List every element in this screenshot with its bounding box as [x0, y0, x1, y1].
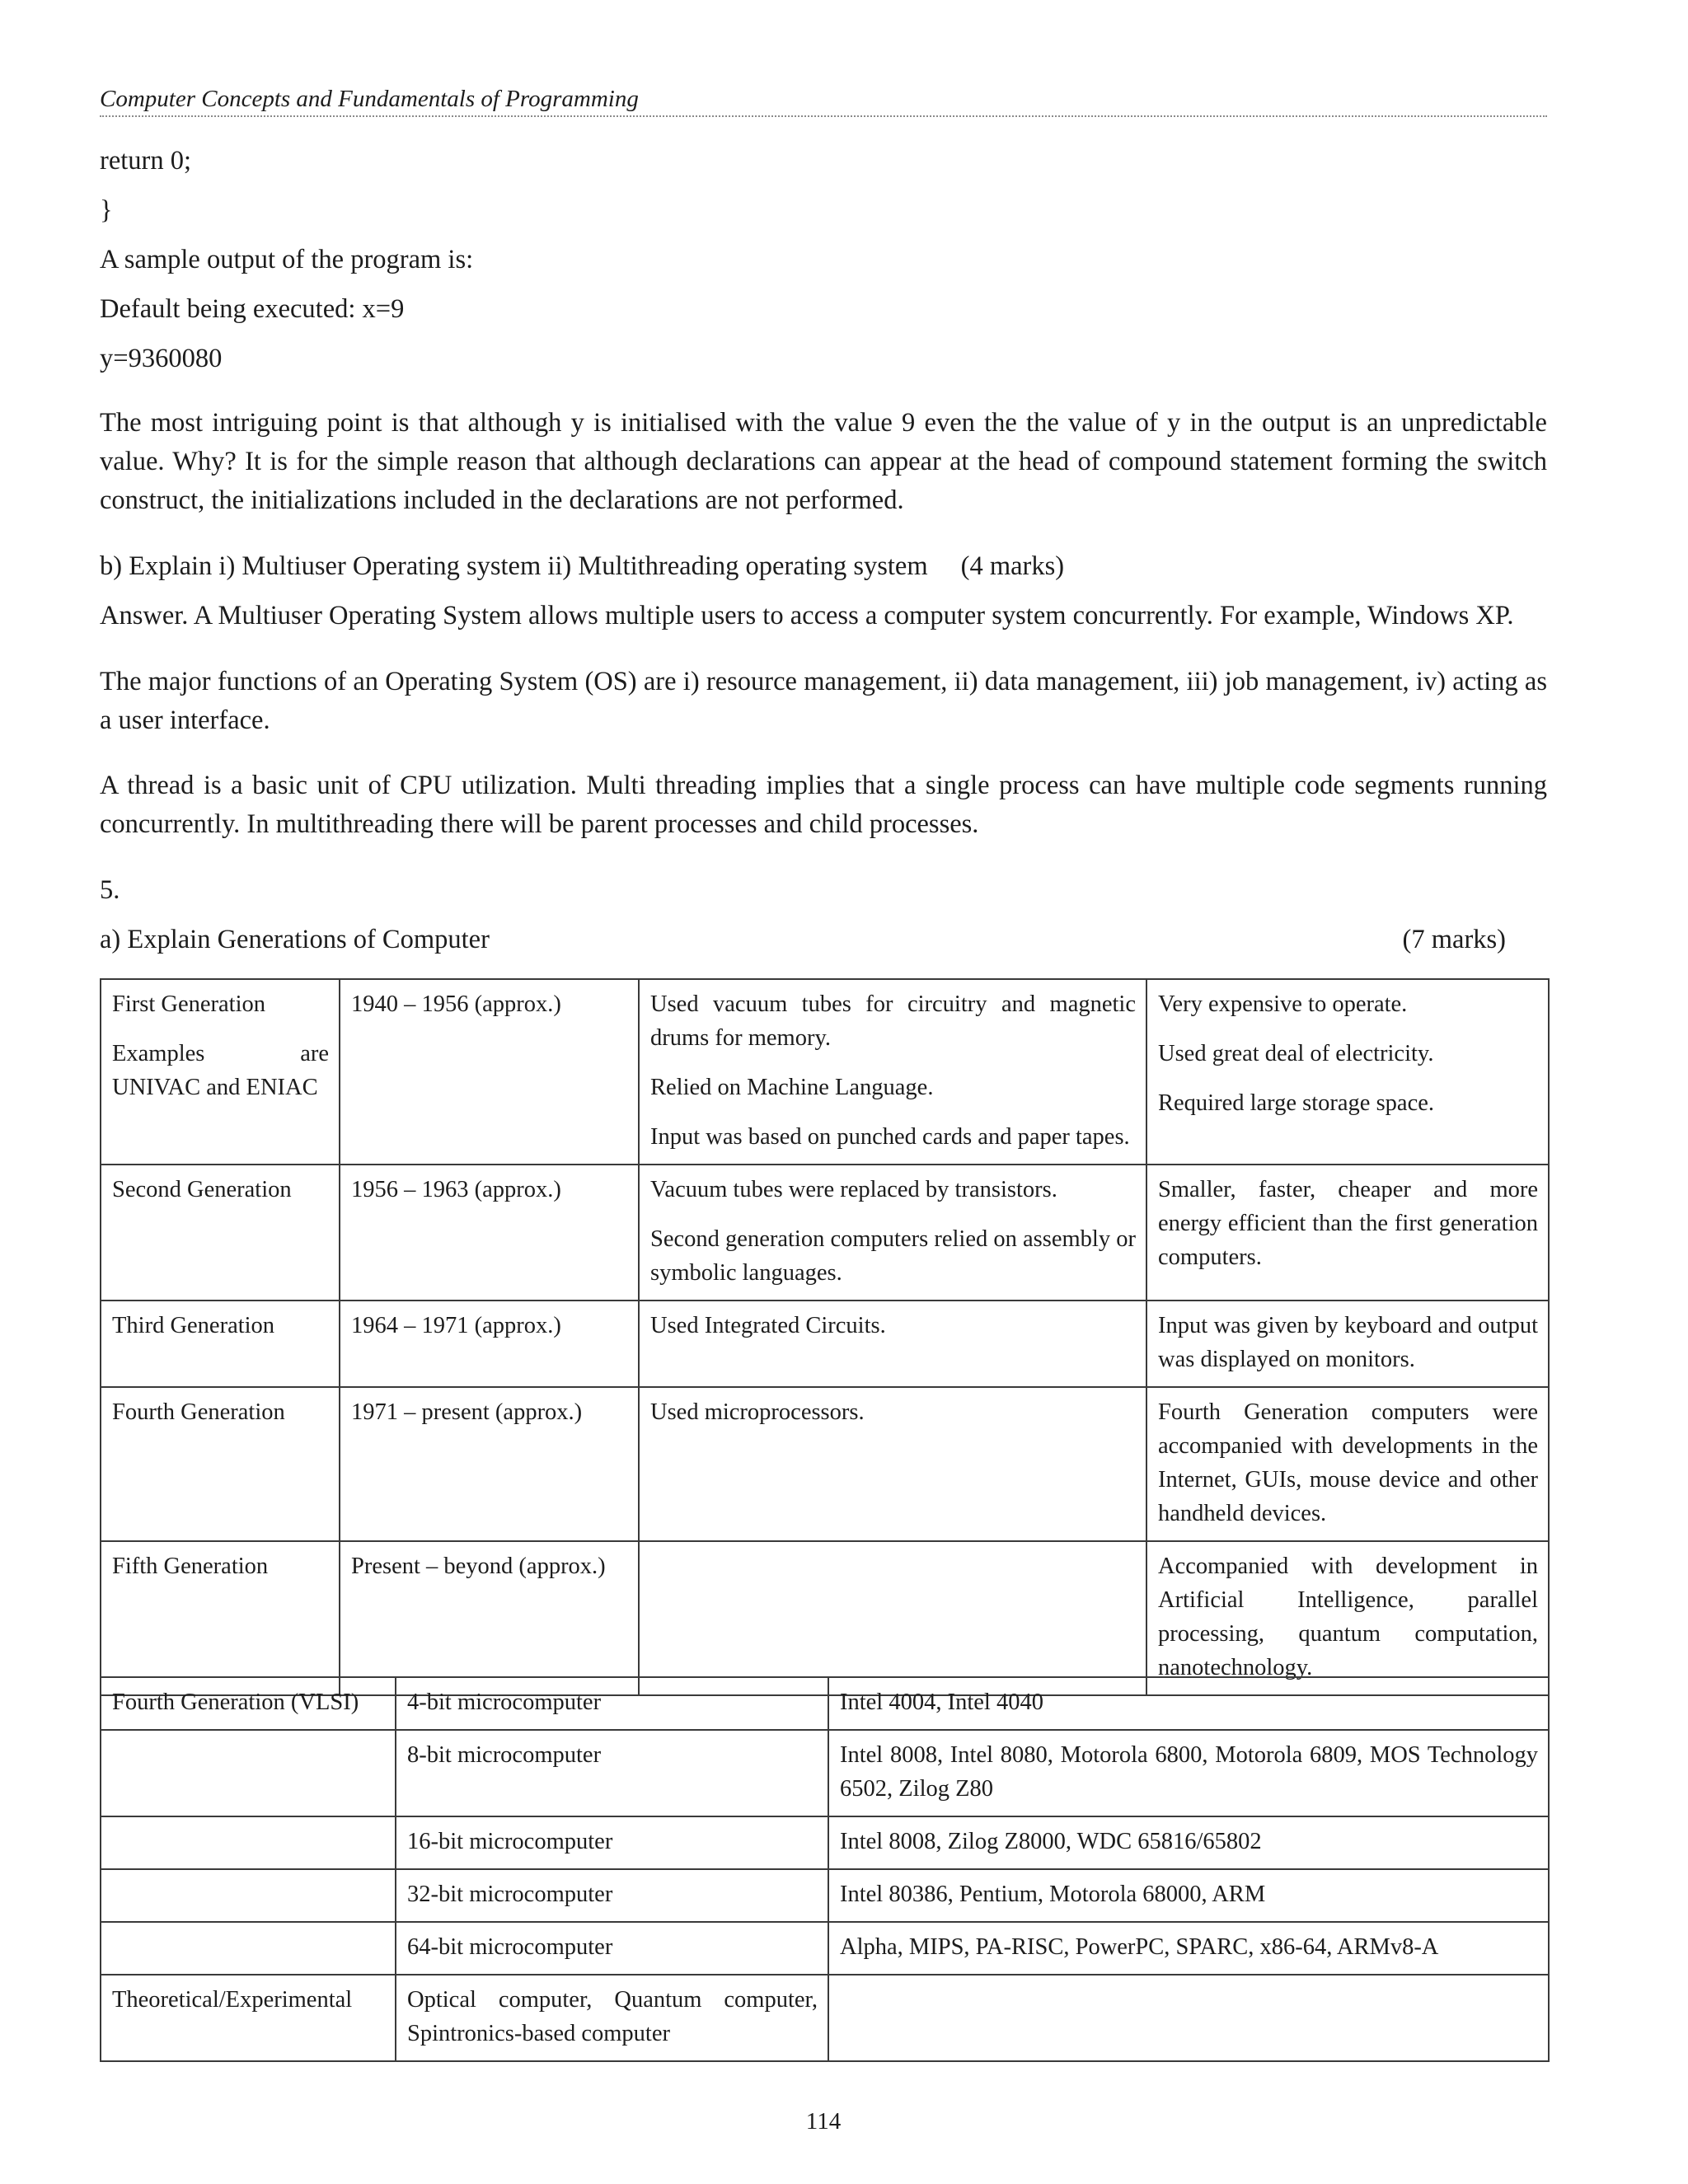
- generation-name-cell: [101, 1541, 340, 1695]
- microcomputer-row: [101, 1975, 1549, 2061]
- micro-generation-cell: [101, 1730, 396, 1816]
- micro-type-cell: [396, 1975, 828, 2061]
- generation-name-cell-text: First Generation: [112, 991, 266, 1017]
- generation-notes-cell-text: Input was given by keyboard and output was displayed on monitors.: [1158, 1313, 1538, 1372]
- generation-period-cell: [340, 1301, 639, 1387]
- micro-type-cell-text: 4-bit microcomputer: [407, 1690, 602, 1715]
- generation-technology-cell: [639, 1301, 1146, 1387]
- generation-notes-cell-text: Very expensive to operate.: [1158, 991, 1408, 1017]
- micro-type-cell: [396, 1922, 828, 1975]
- section-number: 5.: [100, 875, 120, 905]
- generation-period-cell-text: 1956 – 1963 (approx.): [351, 1177, 561, 1202]
- microcomputer-row: [101, 1677, 1549, 1730]
- generation-period-cell-text: 1940 – 1956 (approx.): [351, 991, 561, 1017]
- micro-examples-cell: [828, 1975, 1549, 2061]
- generation-name-cell-text: Fourth Generation: [112, 1399, 285, 1425]
- generation-period-cell: [340, 1387, 639, 1541]
- generation-name-cell: [101, 979, 340, 1165]
- micro-examples-cell: [828, 1730, 1549, 1816]
- code-line-brace: }: [100, 195, 113, 225]
- microcomputer-table: [100, 1676, 1550, 2062]
- generation-technology-cell-text: Used microprocessors.: [650, 1399, 865, 1425]
- micro-generation-cell-text: Theoretical/Experimental: [112, 1987, 353, 2013]
- generation-technology-cell-text: Vacuum tubes were replaced by transistors.: [650, 1177, 1057, 1202]
- question-a-marks: (7 marks): [1402, 925, 1506, 954]
- generation-name-cell-text: Examples are UNIVAC and ENIAC: [112, 1041, 329, 1100]
- micro-examples-cell-text: Intel 4004, Intel 4040: [840, 1690, 1043, 1715]
- micro-generation-cell: [101, 1922, 396, 1975]
- generation-period-cell-text: 1964 – 1971 (approx.): [351, 1313, 561, 1338]
- generation-technology-cell: [639, 1165, 1146, 1301]
- micro-type-cell: [396, 1730, 828, 1816]
- micro-generation-cell: [101, 1677, 396, 1730]
- generation-technology-cell: [639, 1541, 1146, 1695]
- microcomputer-row: [101, 1816, 1549, 1869]
- page-number: 114: [805, 2108, 842, 2135]
- micro-type-cell-text: 16-bit microcomputer: [407, 1829, 613, 1854]
- microcomputer-row: [101, 1869, 1549, 1922]
- microcomputer-row: [101, 1922, 1549, 1975]
- micro-examples-cell-text: Intel 8008, Intel 8080, Motorola 6800, Motorola 6809, MOS Technology 6502, Zilog Z80: [840, 1742, 1538, 1802]
- micro-examples-cell-text: Intel 80386, Pentium, Motorola 68000, ARM: [840, 1882, 1266, 1907]
- generation-period-cell: [340, 1541, 639, 1695]
- question-a-row: [100, 921, 1506, 959]
- micro-examples-cell: [828, 1922, 1549, 1975]
- micro-type-cell: [396, 1816, 828, 1869]
- micro-type-cell: [396, 1677, 828, 1730]
- generation-technology-cell-text: Second generation computers relied on assembly or symbolic languages.: [650, 1226, 1136, 1286]
- question-a-text: a) Explain Generations of Computer: [100, 925, 490, 954]
- micro-examples-cell: [828, 1816, 1549, 1869]
- micro-type-cell-text: 8-bit microcomputer: [407, 1742, 602, 1768]
- generation-notes-cell-text: Required large storage space.: [1158, 1090, 1435, 1116]
- running-header: Computer Concepts and Fundamentals of Programming: [100, 82, 1547, 117]
- generation-notes-cell-text: Fourth Generation computers were accompanied with developments in the Internet, GUIs, mouse device and other handheld devices.: [1158, 1399, 1538, 1526]
- generation-notes-cell-text: Smaller, faster, cheaper and more energy efficient than the first generation computers.: [1158, 1177, 1538, 1270]
- sample-output-line-1: Default being executed: x=9: [100, 294, 405, 324]
- code-line-return: return 0;: [100, 146, 192, 176]
- generation-period-cell-text: Present – beyond (approx.): [351, 1554, 606, 1579]
- micro-examples-cell-text: Alpha, MIPS, PA-RISC, PowerPC, SPARC, x86-64, ARMv8-A: [840, 1934, 1439, 1960]
- generation-name-cell-text: Fifth Generation: [112, 1554, 269, 1579]
- generation-notes-cell-text: Used great deal of electricity.: [1158, 1041, 1434, 1066]
- generation-notes-cell: [1146, 1301, 1549, 1387]
- generation-notes-cell-text: Accompanied with development in Artificial Intelligence, parallel processing, quantum computation, nanotechnology.: [1158, 1554, 1538, 1680]
- generation-row: [101, 979, 1549, 1165]
- generation-technology-cell-text: Relied on Machine Language.: [650, 1075, 934, 1100]
- generation-name-cell-text: Second Generation: [112, 1177, 292, 1202]
- question-b: [100, 547, 1547, 586]
- generation-row: [101, 1541, 1549, 1695]
- generation-row: [101, 1301, 1549, 1387]
- micro-generation-cell: [101, 1869, 396, 1922]
- micro-generation-cell-text: Fourth Generation (VLSI): [112, 1690, 359, 1715]
- micro-examples-cell: [828, 1677, 1549, 1730]
- generations-table: [100, 978, 1550, 1696]
- thread-paragraph: A thread is a basic unit of CPU utilization. Multi threading implies that a single process can have multiple code segments running concurrently. In multithreading there will be parent processes and child processes.: [100, 771, 1547, 839]
- generation-notes-cell: [1146, 1387, 1549, 1541]
- os-functions-paragraph: The major functions of an Operating System (OS) are i) resource management, ii) data management, iii) job management, iv) acting as a user interface.: [100, 667, 1547, 735]
- microcomputer-row: [101, 1730, 1549, 1816]
- answer-multiuser: Answer. A Multiuser Operating System allows multiple users to access a computer system concurrently. For example, Windows XP.: [100, 601, 1514, 630]
- generation-row: [101, 1387, 1549, 1541]
- generation-notes-cell: [1146, 1165, 1549, 1301]
- generation-notes-cell: [1146, 979, 1549, 1165]
- micro-generation-cell: [101, 1975, 396, 2061]
- micro-type-cell-text: 64-bit microcomputer: [407, 1934, 613, 1960]
- generation-period-cell-text: 1971 – present (approx.): [351, 1399, 583, 1425]
- generation-notes-cell: [1146, 1541, 1549, 1695]
- generation-name-cell: [101, 1387, 340, 1541]
- generation-technology-cell-text: Used Integrated Circuits.: [650, 1313, 886, 1338]
- sample-output-line-2: y=9360080: [100, 344, 223, 373]
- micro-generation-cell: [101, 1816, 396, 1869]
- generation-period-cell: [340, 1165, 639, 1301]
- question-b-marks: (4 marks): [960, 551, 1065, 581]
- generation-technology-cell: [639, 1387, 1146, 1541]
- generation-period-cell: [340, 979, 639, 1165]
- micro-type-cell-text: 32-bit microcomputer: [407, 1882, 613, 1907]
- micro-examples-cell-text: Intel 8008, Zilog Z8000, WDC 65816/65802: [840, 1829, 1262, 1854]
- generation-name-cell: [101, 1165, 340, 1301]
- generation-technology-cell-text: Used vacuum tubes for circuitry and magnetic drums for memory.: [650, 991, 1136, 1051]
- sample-output-intro: A sample output of the program is:: [100, 245, 474, 274]
- micro-type-cell: [396, 1869, 828, 1922]
- explanation-paragraph: The most intriguing point is that although y is initialised with the value 9 even the the value of y in the output is an unpredictable value. Why? It is for the simple reason that although declarations can appear at the head of compound statement forming the switch construct, the initializations included in the declarations are not performed.: [100, 408, 1547, 515]
- generation-technology-cell-text: Input was based on punched cards and paper tapes.: [650, 1124, 1130, 1150]
- generation-technology-cell: [639, 979, 1146, 1165]
- micro-type-cell-text: Optical computer, Quantum computer, Spintronics-based computer: [407, 1987, 818, 2046]
- generation-name-cell-text: Third Generation: [112, 1313, 275, 1338]
- micro-examples-cell: [828, 1869, 1549, 1922]
- generation-name-cell: [101, 1301, 340, 1387]
- generation-row: [101, 1165, 1549, 1301]
- question-b-text: b) Explain i) Multiuser Operating system ii) Multithreading operating system: [100, 551, 928, 581]
